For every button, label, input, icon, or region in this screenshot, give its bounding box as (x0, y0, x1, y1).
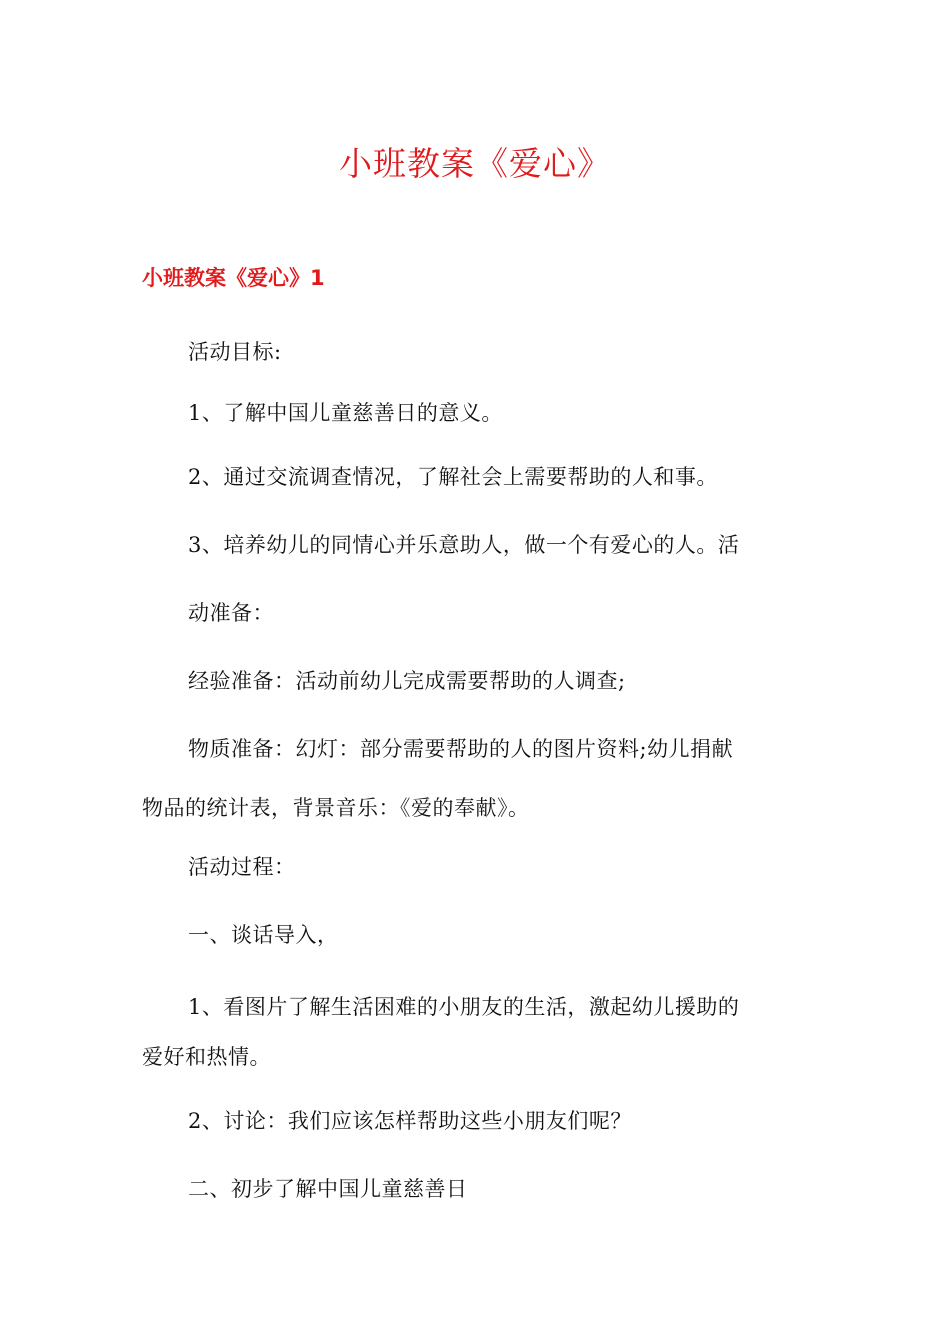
paragraph-line: 物品的统计表，背景音乐：《爱的奉献》。 (142, 796, 530, 820)
paragraph-line: 活动过程： (188, 855, 296, 879)
paragraph-line: 一、谈话导入， (188, 923, 339, 947)
document-title: 小班教案《爱心》 (339, 144, 611, 183)
paragraph-line: 1、看图片了解生活困难的小朋友的生活，激起幼儿援助的 (188, 995, 740, 1019)
paragraph-line: 爱好和热情。 (142, 1045, 271, 1069)
paragraph-line: 动准备： (188, 601, 274, 625)
paragraph-line: 2、通过交流调查情况，了解社会上需要帮助的人和事。 (188, 465, 718, 489)
paragraph-line: 活动目标: (188, 340, 282, 364)
paragraph-line: 经验准备：活动前幼儿完成需要帮助的人调查; (188, 669, 626, 693)
section-heading: 小班教案《爱心》1 (142, 266, 325, 290)
paragraph-line: 3、培养幼儿的同情心并乐意助人，做一个有爱心的人。活 (188, 533, 740, 557)
paragraph-line: 2、讨论：我们应该怎样帮助这些小朋友们呢？ (188, 1109, 632, 1133)
paragraph-line: 二、初步了解中国儿童慈善日 (188, 1177, 468, 1201)
paragraph-line: 1、了解中国儿童慈善日的意义。 (188, 401, 503, 425)
paragraph-line: 物质准备：幻灯：部分需要帮助的人的图片资料;幼儿捐献 (188, 737, 734, 761)
